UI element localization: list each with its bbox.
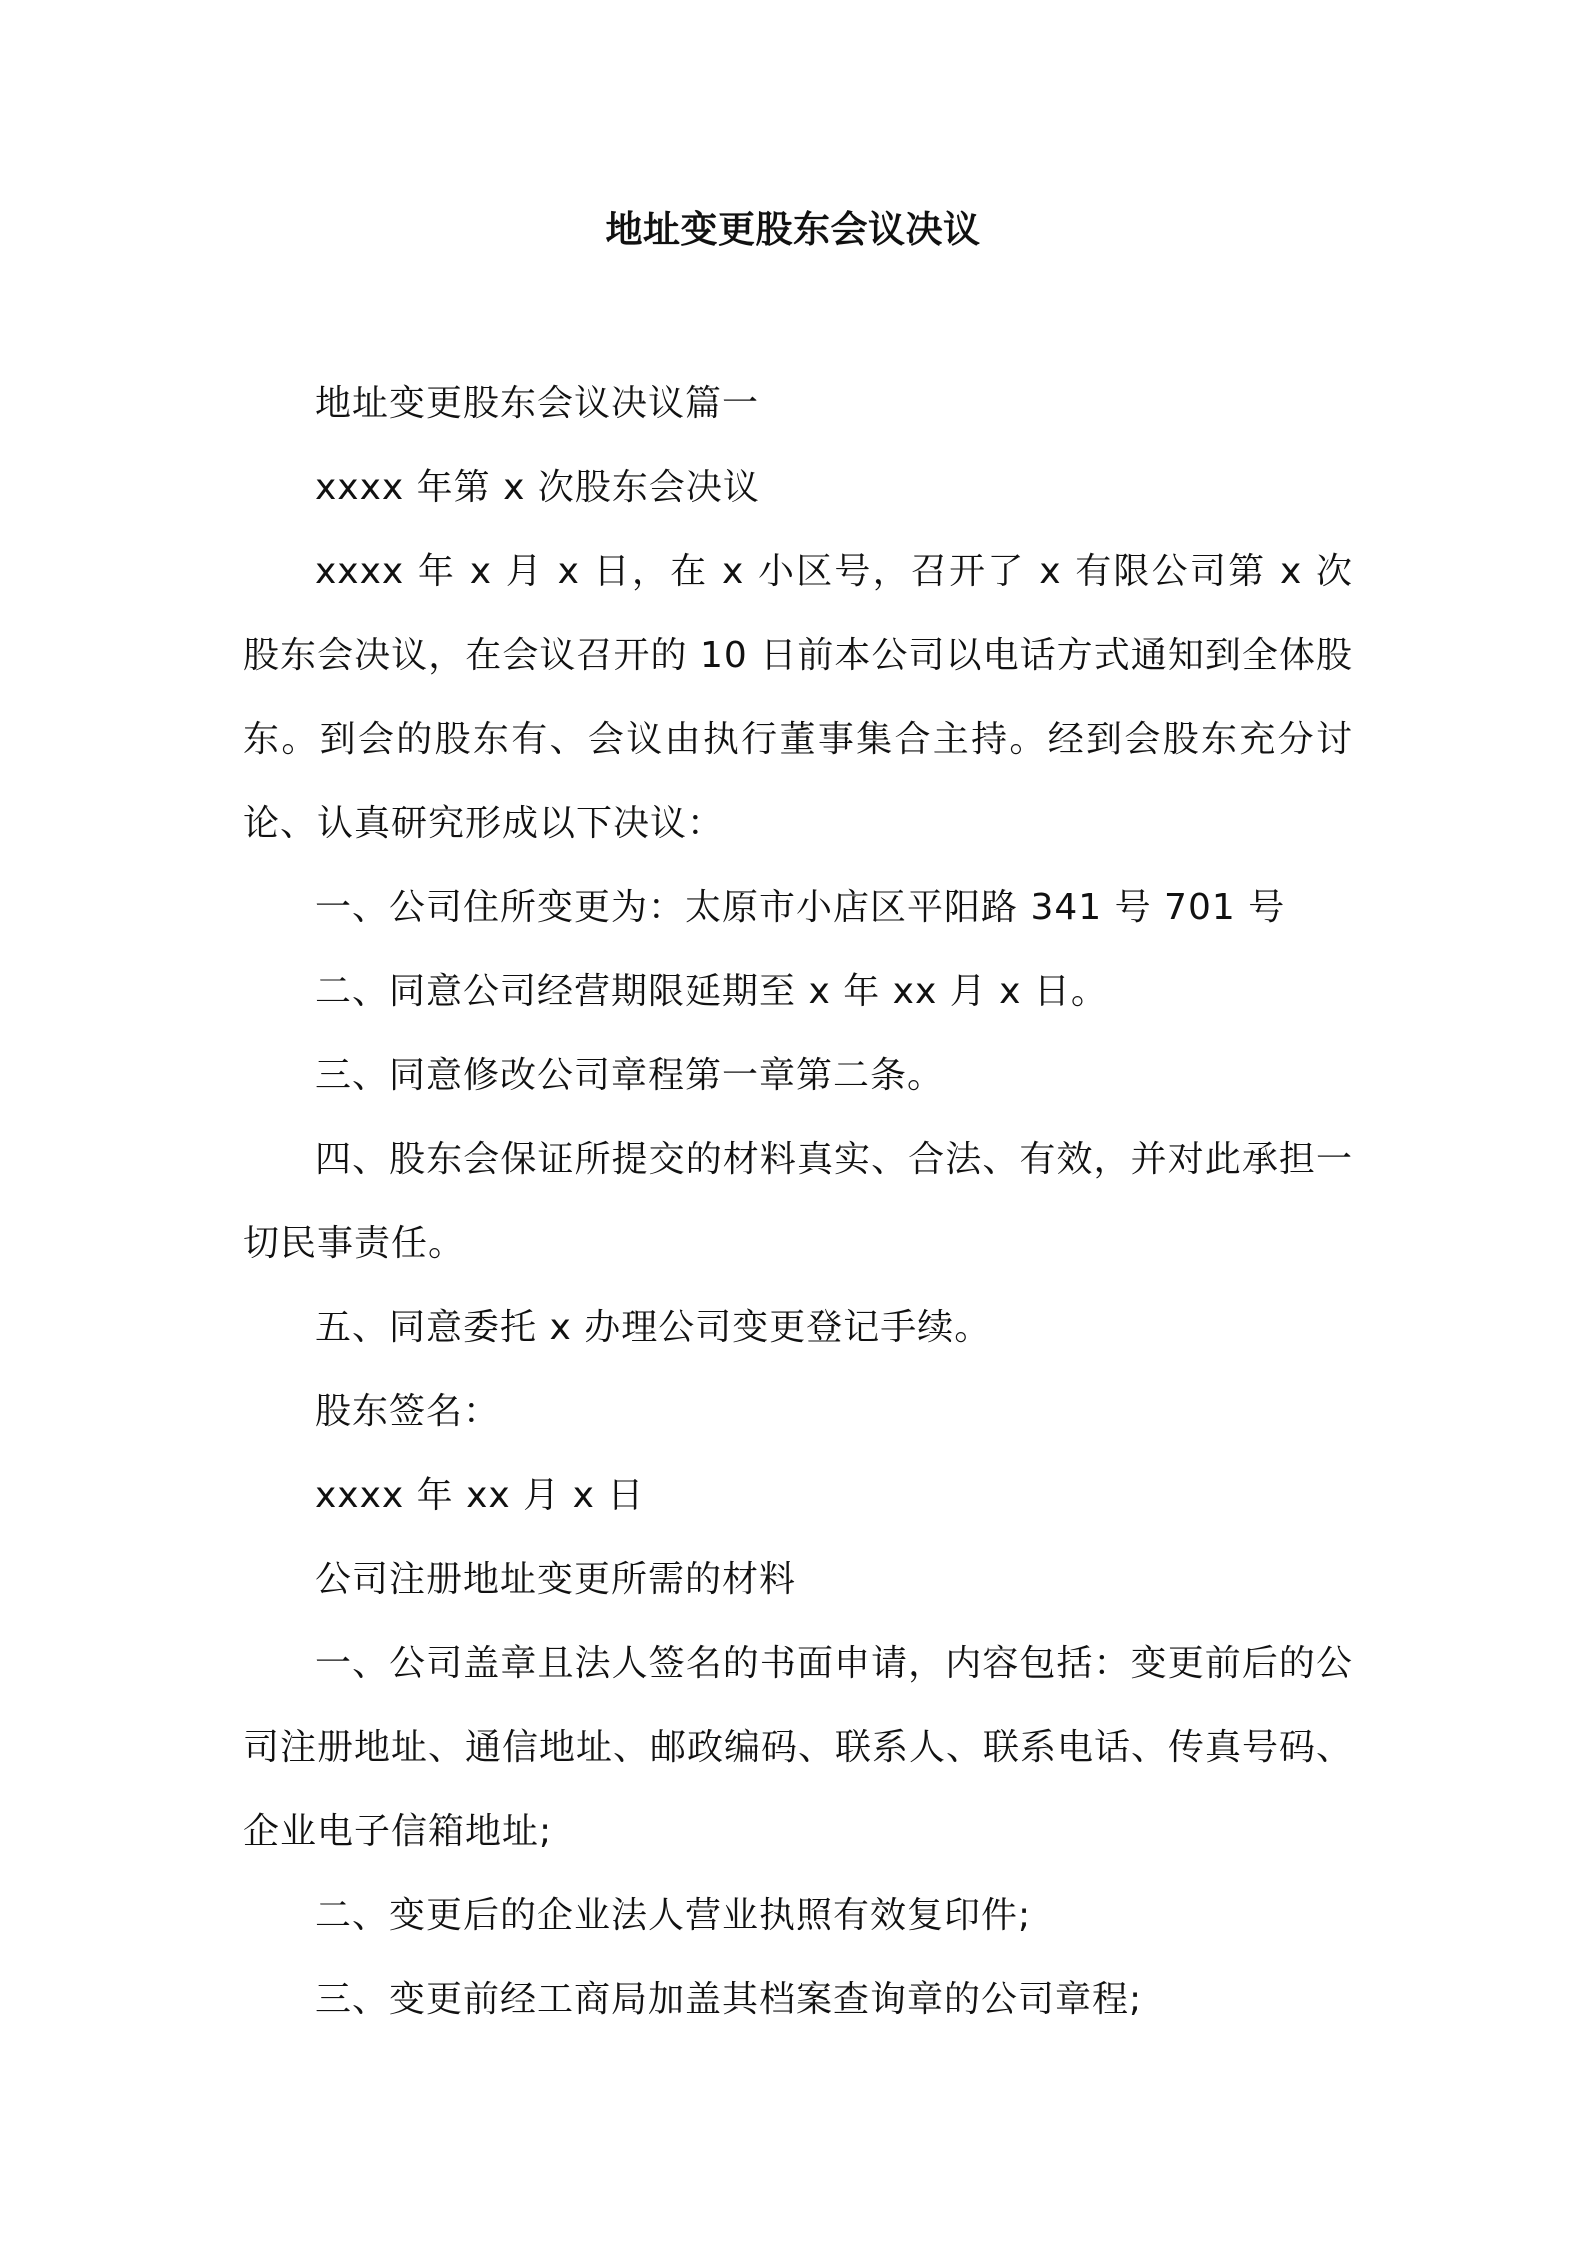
resolution-item-2: 二、同意公司经营期限延期至 x 年 xx 月 x 日。 (315, 971, 1108, 1012)
document-title: 地址变更股东会议决议 (605, 208, 981, 251)
material-item-1: 一、公司盖章且法人签名的书面申请，内容包括：变更前后的公司注册地址、通信地址、邮政编码、联系人、联系电话、传真号码、企业电子信箱地址; (243, 1643, 1354, 1852)
material-item-2: 二、变更后的企业法人营业执照有效复印件; (315, 1895, 1032, 1936)
resolution-item-4: 四、股东会保证所提交的材料真实、合法、有效，并对此承担一切民事责任。 (243, 1139, 1353, 1264)
signature-label: 股东签名： (315, 1391, 501, 1432)
meeting-paragraph: xxxx 年 x 月 x 日，在 x 小区号，召开了 x 有限公司第 x 次股东会决议，在会议召开的 10 日前本公司以电话方式通知到全体股东。到会的股东有、会议由执行董事集合主持。经到会股东充分讨论、认真研究形成以下决议： (243, 551, 1353, 844)
resolution-item-5: 五、同意委托 x 办理公司变更登记手续。 (315, 1307, 992, 1348)
document-body (243, 362, 1353, 2042)
material-item-3: 三、变更前经工商局加盖其档案查询章的公司章程; (315, 1979, 1143, 2020)
signature-date: xxxx 年 xx 月 x 日 (315, 1475, 645, 1516)
resolution-item-1: 一、公司住所变更为：太原市小店区平阳路 341 号 701 号 (315, 887, 1286, 928)
materials-heading: 公司注册地址变更所需的材料 (315, 1559, 797, 1600)
resolution-heading: xxxx 年第 x 次股东会决议 (315, 467, 760, 508)
section-heading: 地址变更股东会议决议篇一 (315, 383, 760, 424)
resolution-item-3: 三、同意修改公司章程第一章第二条。 (315, 1055, 945, 1096)
